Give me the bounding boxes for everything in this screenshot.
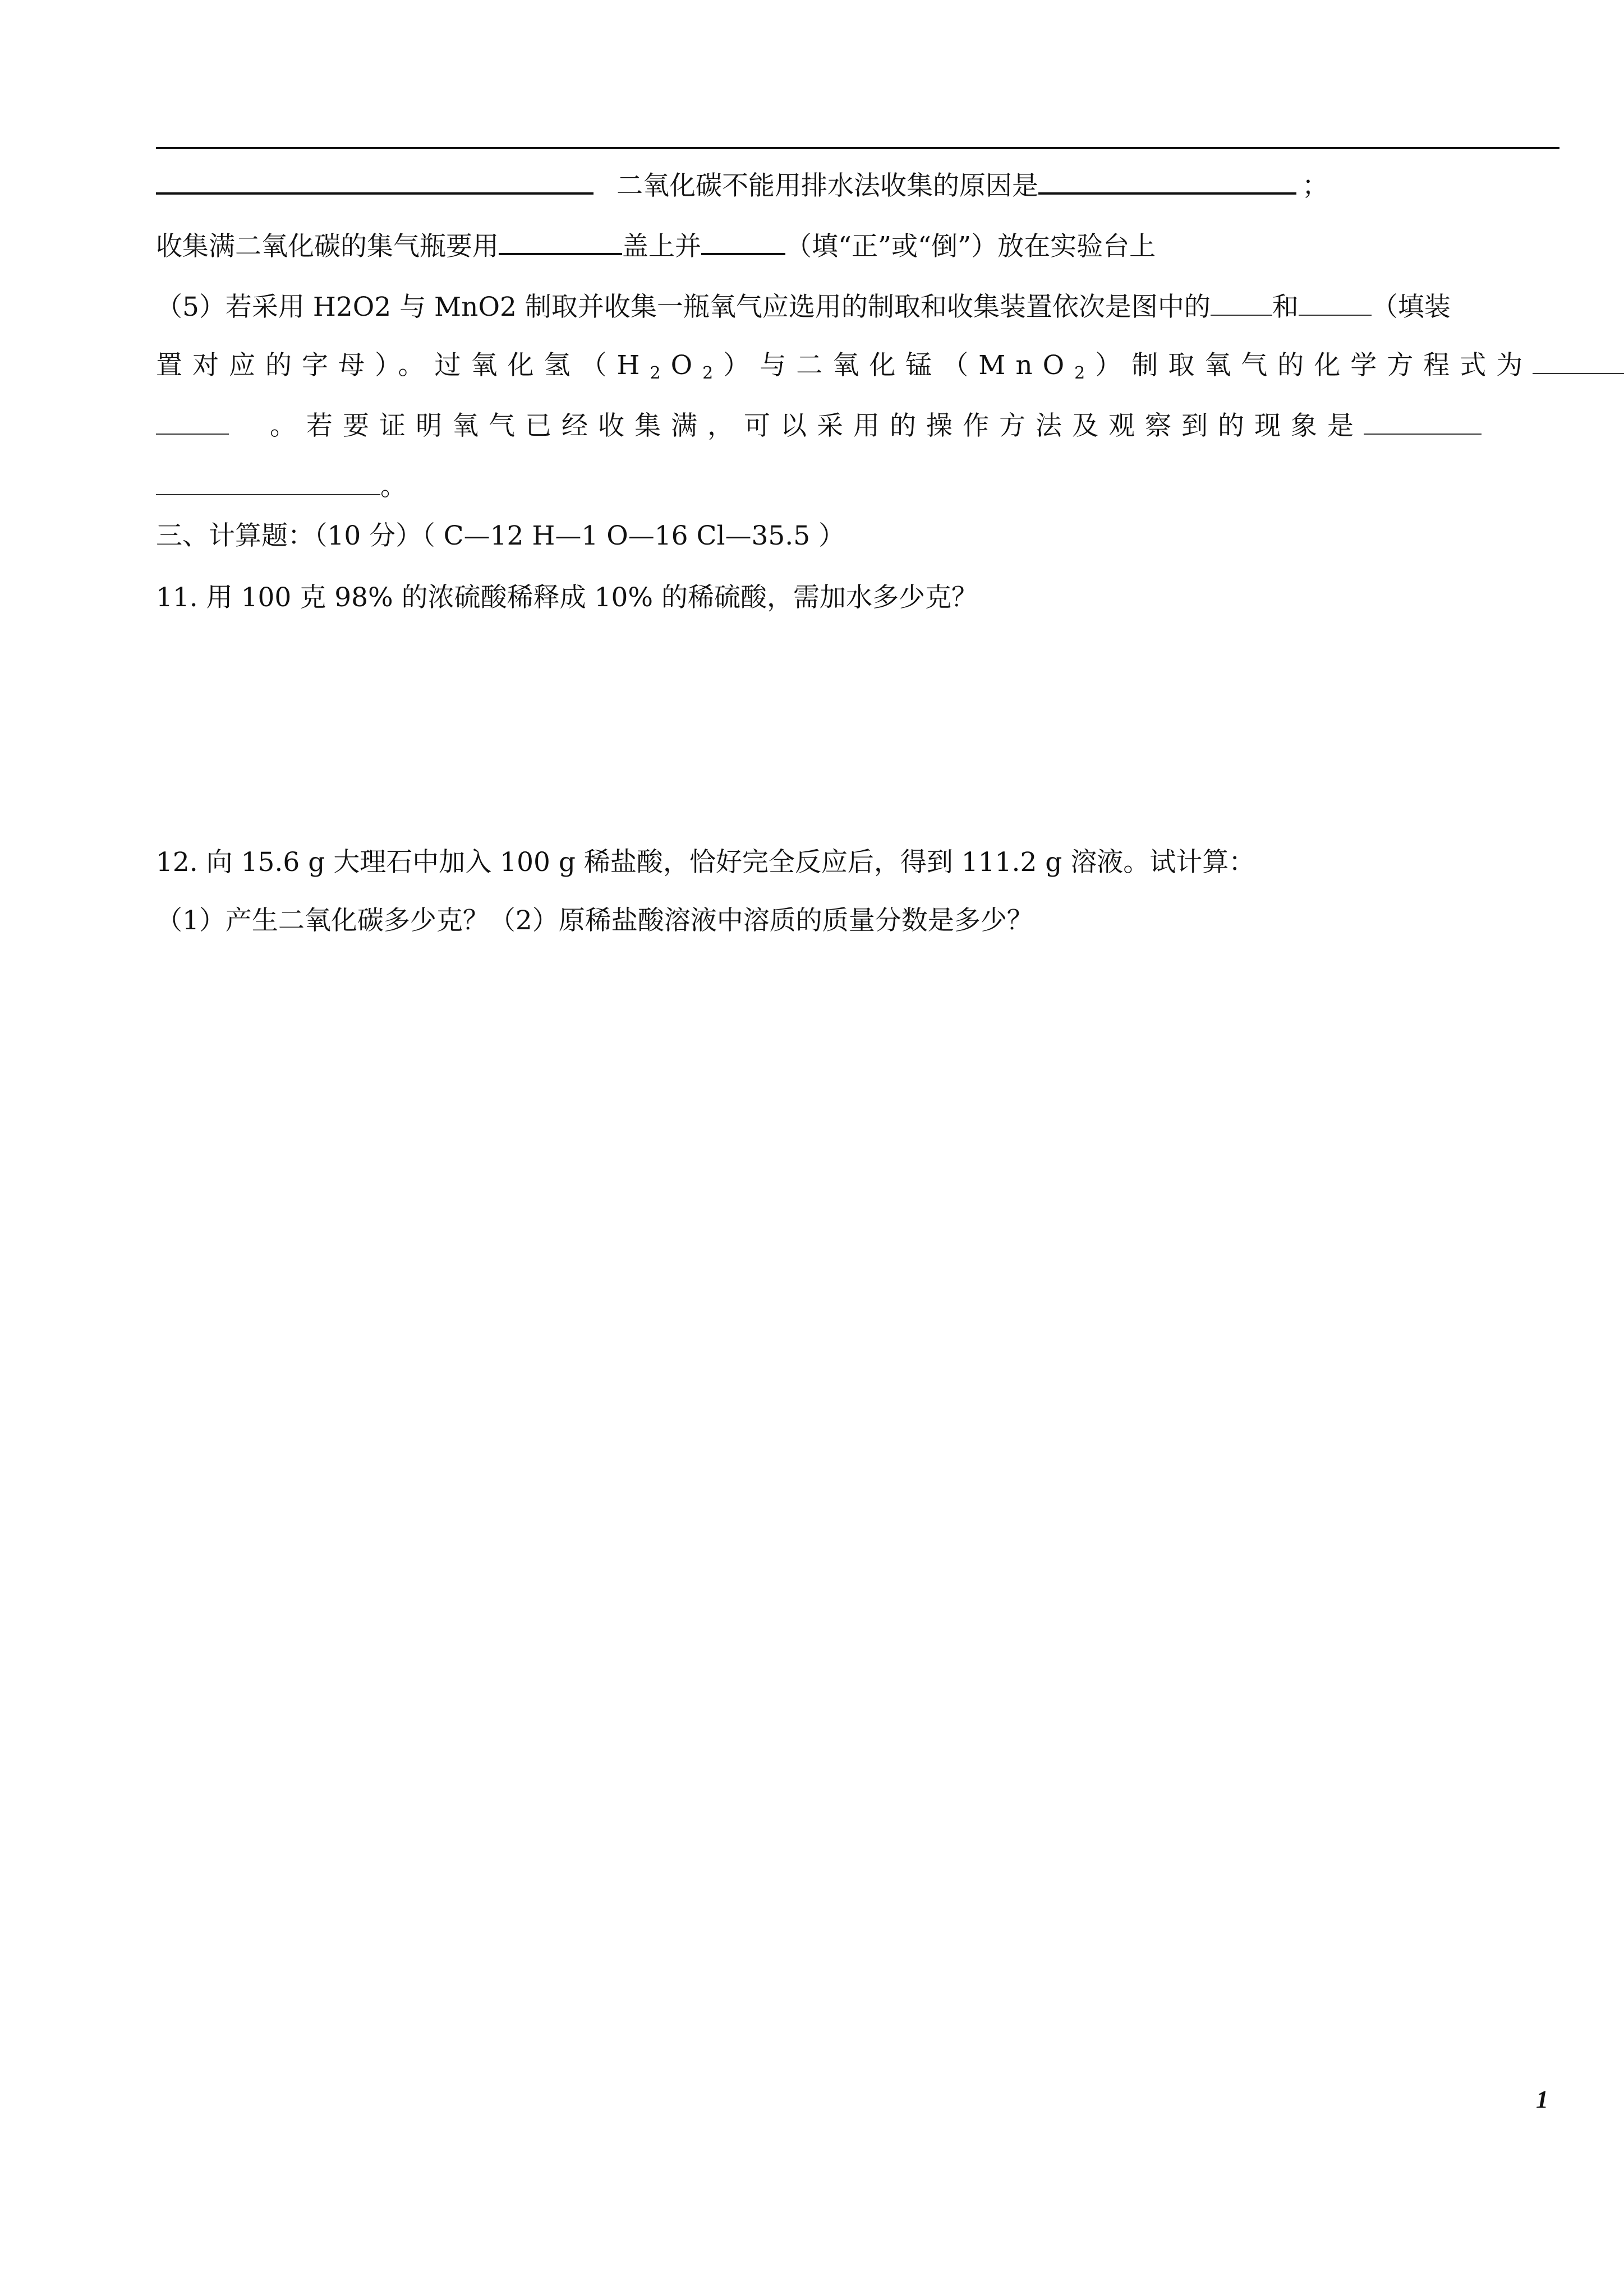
q5-line-2 (156, 349, 1624, 390)
answer-blank (701, 230, 785, 255)
answer-blank (1211, 292, 1272, 316)
text-gas-jar: 收集满二氧化碳的集气瓶要用 (156, 231, 499, 262)
page-number: 1 (1536, 2086, 1548, 2113)
q5-text-fill: （填装 (1371, 292, 1451, 322)
q5-line-3 (156, 409, 1482, 443)
q5-text-o: O (670, 350, 703, 381)
answer-blank (156, 411, 229, 435)
text-co2-reason: 二氧化碳不能用排水法收集的原因是 (616, 170, 1038, 201)
text-cover: 盖上并 (622, 231, 701, 262)
q5-line-1 (156, 291, 1451, 324)
line-co2-collection-reason (156, 169, 1328, 203)
question-11: 11. 用 100 克 98% 的浓硫酸稀释成 10% 的稀硫酸，需加水多少克？ (156, 582, 978, 613)
q5-line-4 (156, 470, 407, 504)
answer-blank (499, 230, 622, 255)
answer-blank (156, 170, 594, 195)
header-rule (156, 147, 1559, 149)
subscript: 2 (650, 363, 671, 383)
q5-text-b: 置对应的字母）。过氧化氢（H (156, 350, 650, 381)
question-12-line-2: （1）产生二氧化碳多少克？（2）原稀盐酸溶液中溶质的质量分数是多少？ (156, 905, 1033, 936)
subscript: 2 (702, 363, 724, 383)
line-gas-jar-cover (156, 230, 1156, 264)
text-upright-or-inverted: （填“正”或“倒”）放在实验台上 (785, 231, 1156, 262)
answer-blank (1364, 411, 1482, 435)
q5-text-and: 和 (1272, 292, 1299, 322)
answer-blank (1533, 351, 1624, 374)
question-12-line-1: 12. 向 15.6 g 大理石中加入 100 g 稀盐酸，恰好完全反应后，得到 111.2 g 溶液。试计算： (156, 847, 1255, 878)
q5-text-d: ）制取氧气的化学方程式为 (1095, 350, 1533, 381)
q5-text-e: 。若要证明氧气已经收集满，可以采用的操作方法及观察到的现象是 (269, 411, 1364, 441)
subscript: 2 (1074, 363, 1096, 383)
q5-text-end: 。 (380, 471, 407, 502)
section-3-heading: 三、计算题：（10 分）（ C—12 H—1 O—16 Cl—35.5 ） (156, 520, 845, 551)
answer-blank (156, 472, 380, 495)
q5-text-c: ）与二氧化锰（MnO (723, 350, 1075, 381)
text-semicolon: ； (1301, 170, 1328, 201)
answer-blank (1038, 170, 1296, 195)
q5-text-a: （5）若采用 H2O2 与 MnO2 制取并收集一瓶氧气应选用的制取和收集装置依次是图中的 (156, 292, 1211, 322)
answer-blank (1299, 292, 1372, 316)
